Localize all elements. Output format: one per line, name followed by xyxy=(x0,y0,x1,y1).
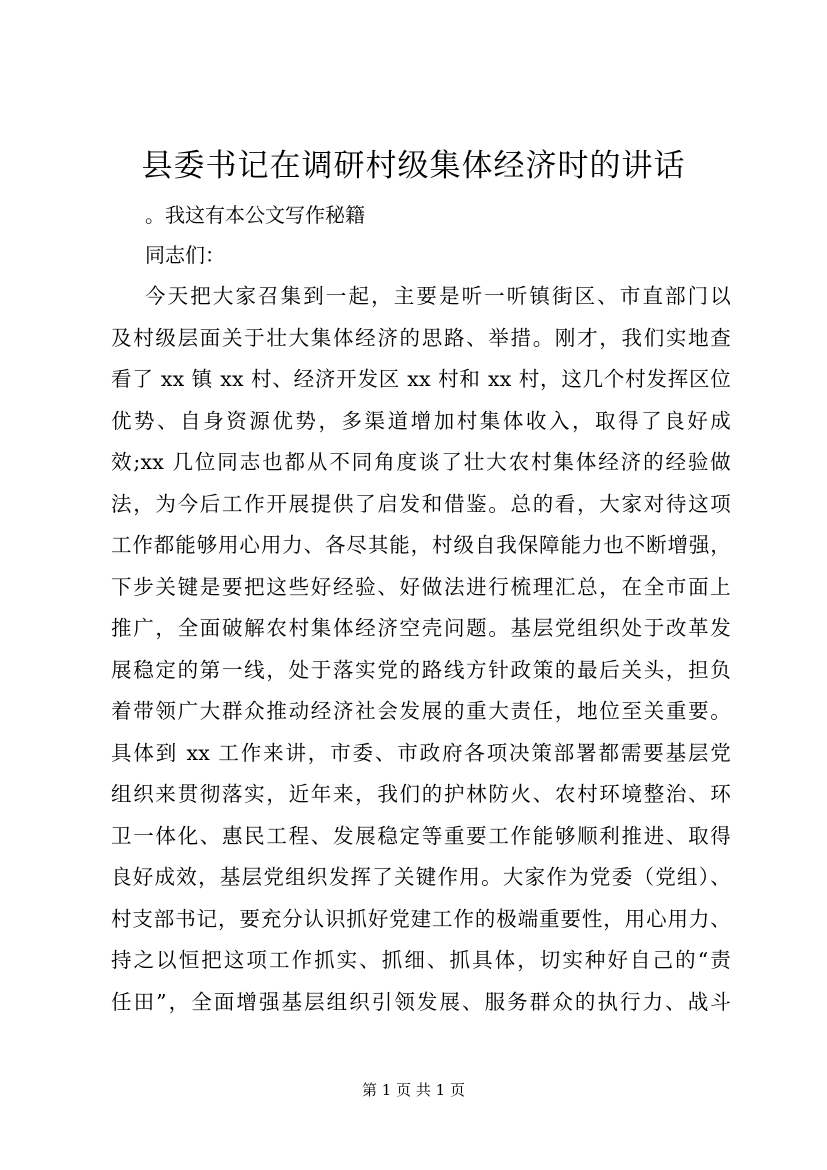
greeting: 同志们： xyxy=(145,243,225,267)
body-line: 良好成效，基层党组织发挥了关键作用。大家作为党委（党组）、 xyxy=(111,865,731,889)
page-footer: 第 1 页 共 1 页 xyxy=(362,1081,465,1099)
body-line: 卫一体化、惠民工程、发展稳定等重要工作能够顺利推进、取得 xyxy=(111,823,731,848)
body-line: 具体到 xx 工作来讲，市委、市政府各项决策部署都需要基层党 xyxy=(111,740,731,765)
body-line: 工作都能够用心用力、各尽其能，村级自我保障能力也不断增强， xyxy=(111,533,731,557)
body-line: 今天把大家召集到一起，主要是听一听镇街区、市直部门以 xyxy=(145,284,731,308)
body-line: 展稳定的第一线，处于落实党的路线方针政策的最后关头，担负 xyxy=(111,657,731,682)
body-line: 组织来贯彻落实，近年来，我们的护林防火、农村环境整治、环 xyxy=(111,782,731,806)
body-line: 村支部书记，要充分认识抓好党建工作的极端重要性，用心用力、 xyxy=(111,906,731,931)
body-line: 下步关键是要把这些好经验、好做法进行梳理汇总，在全市面上 xyxy=(111,574,731,599)
document-subtitle: 。我这有本公文写作秘籍 xyxy=(145,203,365,227)
body-line: 效;xx 几位同志也都从不同角度谈了壮大农村集体经济的经验做 xyxy=(111,450,731,474)
document-title: 县委书记在调研村级集体经济时的讲话 xyxy=(141,148,686,184)
body-line: 任田”，全面增强基层组织引领发展、服务群众的执行力、战斗 xyxy=(111,989,731,1014)
body-line: 优势、自身资源优势，多渠道增加村集体收入，取得了良好成 xyxy=(111,408,731,433)
body-line: 及村级层面关于壮大集体经济的思路、举措。刚才，我们实地查 xyxy=(111,325,731,350)
body-line: 着带领广大群众推动经济社会发展的重大责任，地位至关重要。 xyxy=(111,699,731,723)
body-line: 持之以恒把这项工作抓实、抓细、抓具体，切实种好自己的“责 xyxy=(111,948,731,972)
body-line: 法，为今后工作开展提供了启发和借鉴。总的看，大家对待这项 xyxy=(111,491,731,516)
body-paragraph xyxy=(111,276,731,1023)
body-line: 推广，全面破解农村集体经济空壳问题。基层党组织处于改革发 xyxy=(111,616,731,640)
body-line: 看了 xx 镇 xx 村、经济开发区 xx 村和 xx 村，这几个村发挥区位 xyxy=(111,367,731,391)
